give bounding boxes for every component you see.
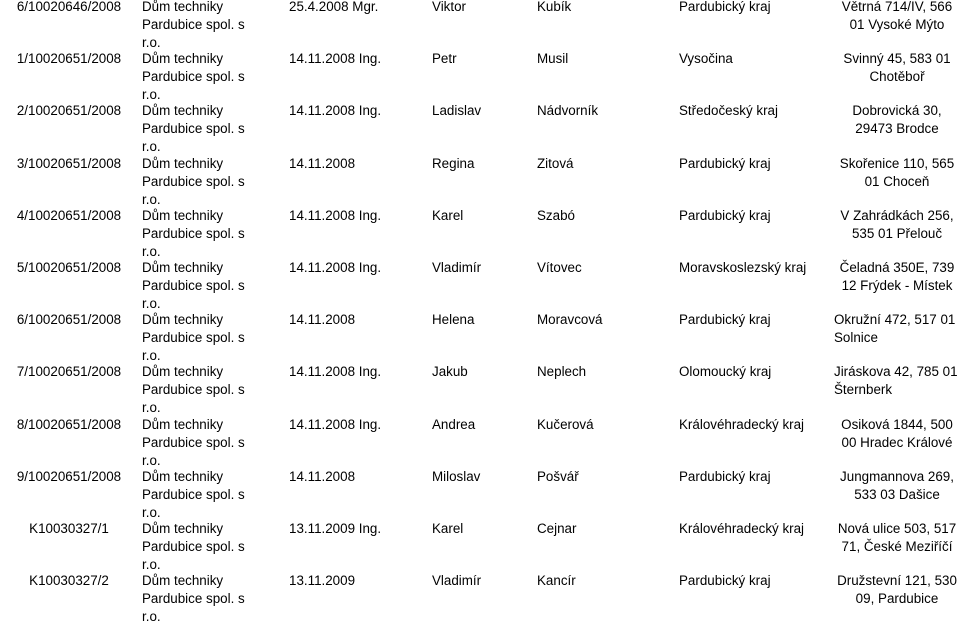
last-name: Musil (537, 51, 569, 67)
last-name: Zitová (537, 155, 574, 171)
table-row (0, 572, 960, 624)
organization-line: Pardubice spol. s (142, 17, 245, 32)
address (834, 50, 960, 86)
address-line: Větrná 714/IV, 566 (841, 0, 953, 14)
record-id: 3/10020651/2008 (16, 155, 122, 171)
address-line: Skořenice 110, 565 (839, 155, 955, 171)
address-line: Jiráskova 42, 785 01 (834, 364, 958, 380)
organization-line: r.o. (142, 609, 161, 625)
record-id: 2/10020651/2008 (16, 103, 122, 119)
address-line: Čeladná 350E, 739 (839, 260, 955, 275)
address-line: Svinný 45, 583 01 (843, 51, 951, 67)
date-title: 14.11.2008 Ing. (289, 207, 382, 223)
date-title: 14.11.2008 (289, 312, 356, 328)
organization-line: Pardubice spol. s (142, 434, 245, 450)
region: Pardubický kraj (679, 155, 771, 171)
address (834, 520, 960, 556)
address-line: 00 Hradec Králové (841, 434, 953, 450)
table-row (0, 520, 960, 572)
address-line: Chotěboř (869, 69, 925, 85)
table-row (0, 50, 960, 102)
organization-line: r.o. (142, 296, 161, 311)
table-row (0, 363, 960, 415)
organization (142, 102, 282, 156)
address-line: 09, Pardubice (855, 591, 939, 607)
organization-line: r.o. (142, 400, 161, 416)
address-line: 533 03 Dašice (854, 486, 940, 502)
date-title: 14.11.2008 Ing. (289, 416, 382, 432)
address-line: Jungmannova 269, (840, 468, 954, 484)
organization-line: Pardubice spol. s (142, 121, 245, 137)
record-id: 7/10020651/2008 (16, 364, 122, 380)
table-row (0, 207, 960, 259)
organization (142, 572, 282, 626)
address (834, 207, 960, 243)
record-id: 4/10020651/2008 (16, 207, 122, 223)
address-line: Nová ulice 503, 517 (837, 521, 957, 536)
record-id: 5/10020651/2008 (16, 260, 122, 275)
organization (142, 207, 282, 261)
first-name: Viktor (432, 0, 466, 14)
address (834, 363, 960, 399)
organization-line: r.o. (142, 348, 161, 364)
first-name: Jakub (432, 364, 468, 380)
first-name: Regina (432, 155, 475, 171)
organization-line: Dům techniky (142, 416, 224, 432)
last-name: Neplech (537, 364, 587, 380)
address (834, 259, 960, 295)
first-name: Miloslav (432, 468, 481, 484)
organization-line: Pardubice spol. s (142, 330, 245, 346)
date-title: 14.11.2008 Ing. (289, 260, 382, 275)
region: Moravskoslezský kraj (679, 260, 807, 275)
table-row (0, 311, 960, 363)
organization-line: Dům techniky (142, 468, 224, 484)
address-line: 01 Vysoké Mýto (849, 17, 945, 32)
address-line: 535 01 Přelouč (851, 225, 943, 241)
first-name: Helena (432, 312, 475, 328)
region: Olomoucký kraj (679, 364, 772, 380)
address (834, 0, 960, 34)
first-name: Karel (432, 521, 464, 536)
date-title: 14.11.2008 Ing. (289, 364, 382, 380)
organization-line: Dům techniky (142, 260, 224, 275)
region: Pardubický kraj (679, 0, 771, 14)
organization-line: Pardubice spol. s (142, 486, 245, 502)
organization-line: Dům techniky (142, 312, 224, 328)
address-line: Okružní 472, 517 01 (834, 312, 956, 328)
address-line: V Zahrádkách 256, (840, 207, 954, 223)
address (834, 311, 960, 347)
first-name: Karel (432, 207, 464, 223)
organization (142, 363, 282, 417)
region: Pardubický kraj (679, 312, 771, 328)
record-id: 1/10020651/2008 (16, 51, 122, 67)
organization (142, 416, 282, 470)
address-line: Dobrovická 30, (852, 103, 942, 119)
organization-line: Pardubice spol. s (142, 173, 245, 189)
organization-line: Dům techniky (142, 573, 224, 589)
address-line: 71, České Meziříčí (841, 539, 953, 554)
organization-line: Dům techniky (142, 103, 224, 119)
region: Královéhradecký kraj (679, 416, 805, 432)
organization-line: r.o. (142, 35, 161, 50)
address (834, 155, 960, 191)
last-name: Szabó (537, 207, 575, 223)
record-id: K10030327/1 (29, 521, 109, 536)
table-row (0, 0, 960, 50)
last-name: Vítovec (537, 260, 582, 275)
organization (142, 155, 282, 209)
date-title: 14.11.2008 Ing. (289, 103, 382, 119)
organization (142, 259, 282, 313)
table-row (0, 468, 960, 520)
organization-line: Dům techniky (142, 364, 224, 380)
organization (142, 468, 282, 522)
address-line: 29473 Brodce (855, 121, 939, 137)
organization-line: r.o. (142, 243, 161, 259)
organization-line: r.o. (142, 139, 161, 155)
address (834, 468, 960, 504)
organization-line: Dům techniky (142, 207, 224, 223)
table-row (0, 259, 960, 311)
date-title: 14.11.2008 Ing. (289, 51, 382, 67)
address-line: Šternberk (834, 382, 893, 398)
record-id: 6/10020651/2008 (16, 312, 122, 328)
last-name: Nádvorník (537, 103, 599, 119)
first-name: Ladislav (432, 103, 482, 119)
date-title: 13.11.2009 (289, 573, 356, 589)
region: Královéhradecký kraj (679, 521, 805, 536)
address-line: 01 Choceň (864, 173, 930, 189)
last-name: Moravcová (537, 312, 603, 328)
organization-line: Pardubice spol. s (142, 69, 245, 85)
address-line: Družstevní 121, 530 (837, 573, 957, 589)
record-id: 8/10020651/2008 (16, 416, 122, 432)
date-title: 14.11.2008 (289, 155, 356, 171)
region: Středočeský kraj (679, 103, 778, 119)
region: Vysočina (679, 51, 733, 67)
region: Pardubický kraj (679, 468, 771, 484)
last-name: Cejnar (537, 521, 577, 536)
date-title: 13.11.2009 Ing. (289, 521, 382, 536)
record-id: 6/10020646/2008 (16, 0, 122, 14)
region: Pardubický kraj (679, 573, 771, 589)
first-name: Vladimír (432, 573, 482, 589)
organization-line: Pardubice spol. s (142, 225, 245, 241)
organization (142, 0, 282, 52)
organization-line: Pardubice spol. s (142, 278, 245, 293)
organization-line: r.o. (142, 504, 161, 520)
table-row (0, 155, 960, 207)
last-name: Kubík (537, 0, 572, 14)
last-name: Kancír (537, 573, 576, 589)
organization-line: Pardubice spol. s (142, 539, 245, 554)
organization-line: r.o. (142, 87, 161, 103)
organization-line: r.o. (142, 452, 161, 468)
last-name: Kučerová (537, 416, 594, 432)
organization-line: Dům techniky (142, 155, 224, 171)
organization-line: Dům techniky (142, 51, 224, 67)
table-row (0, 102, 960, 154)
organization-line: r.o. (142, 191, 161, 207)
organization-line: Dům techniky (142, 521, 224, 536)
organization (142, 311, 282, 365)
first-name: Vladimír (432, 260, 482, 275)
address-line: Osiková 1844, 500 (841, 416, 953, 432)
address (834, 102, 960, 138)
organization-line: Pardubice spol. s (142, 382, 245, 398)
address (834, 416, 960, 452)
address-line: 12 Frýdek - Místek (841, 278, 953, 293)
organization (142, 520, 282, 574)
organization (142, 50, 282, 104)
record-id: K10030327/2 (29, 573, 109, 589)
organization-line: Dům techniky (142, 0, 224, 14)
record-id: 9/10020651/2008 (16, 468, 122, 484)
last-name: Pošvář (537, 468, 579, 484)
date-title: 14.11.2008 (289, 468, 356, 484)
address (834, 572, 960, 608)
first-name: Petr (432, 51, 457, 67)
organization-line: Pardubice spol. s (142, 591, 245, 607)
date-title: 25.4.2008 Mgr. (289, 0, 379, 14)
region: Pardubický kraj (679, 207, 771, 223)
organization-line: r.o. (142, 557, 161, 572)
table-row (0, 416, 960, 468)
first-name: Andrea (432, 416, 476, 432)
address-line: Solnice (834, 330, 878, 346)
